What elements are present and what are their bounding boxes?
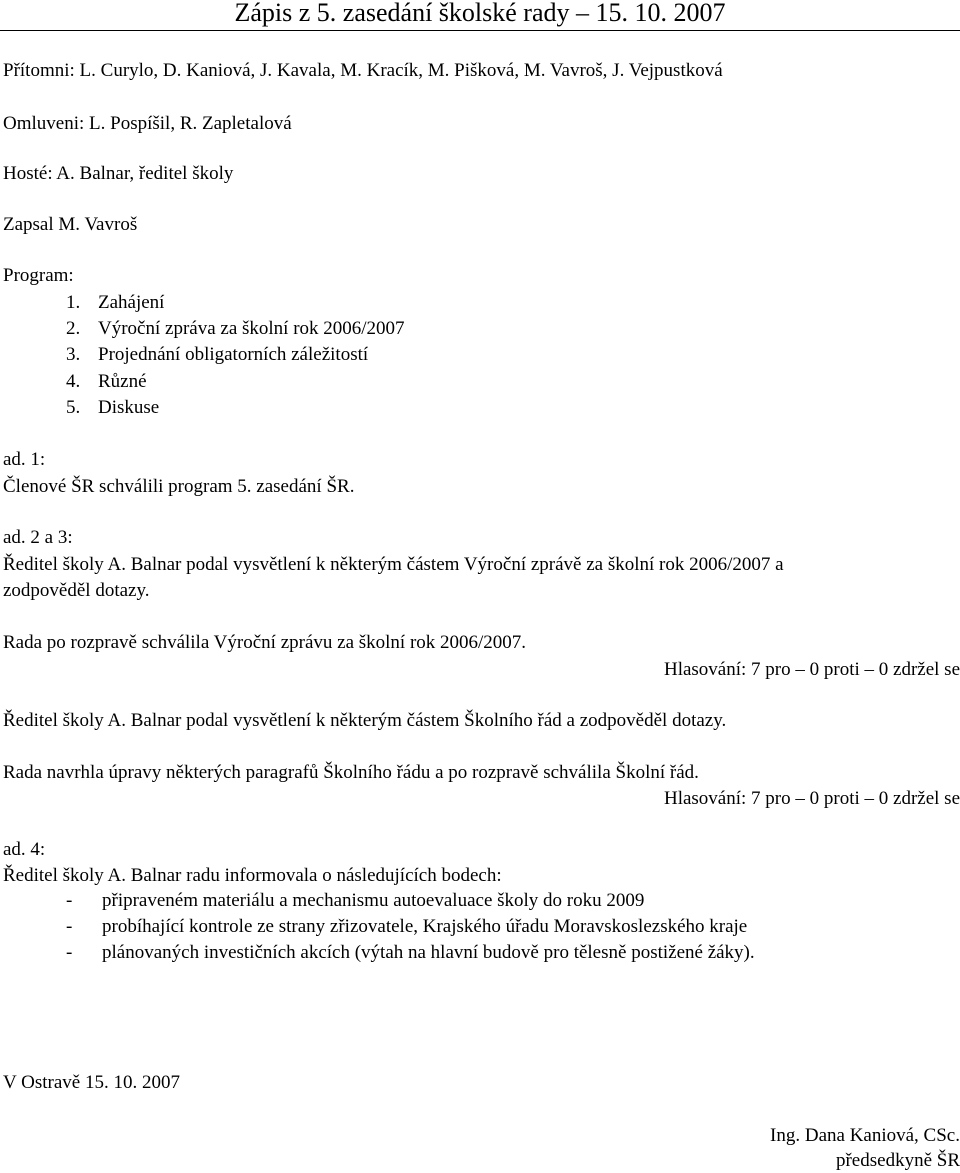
- program-item: [66, 343, 368, 367]
- program-item-text: Diskuse: [98, 397, 160, 418]
- title-divider: [0, 30, 960, 31]
- program-item: [66, 291, 164, 315]
- list-item-text: plánovaných investičních akcích (výtah na hlavní budově pro tělesně postižené žáky).: [102, 942, 755, 963]
- ad4-heading: ad. 4:: [3, 839, 46, 860]
- ad23-heading: ad. 2 a 3:: [3, 527, 73, 548]
- ad1-text: Členové ŠR schválili program 5. zasedání ŠR.: [3, 476, 355, 497]
- program-item-number: 3.: [66, 344, 81, 365]
- ad23-paragraph-4: Rada navrhla úpravy některých paragrafů Školního řádu a po rozpravě schválila Školní řád.: [3, 762, 699, 783]
- program-item: [66, 317, 405, 341]
- list-item-text: probíhající kontrole ze strany zřizovatele, Krajského úřadu Moravskoslezského kraje: [102, 916, 748, 937]
- vote-result-2: Hlasování: 7 pro – 0 proti – 0 zdržel se: [663, 788, 960, 809]
- ad23-paragraph-1: Ředitel školy A. Balnar podal vysvětlení k některým částem Výroční zprávě za školní rok 2006/2007 a: [3, 554, 784, 575]
- list-item-text: připraveném materiálu a mechanismu autoevaluace školy do roku 2009: [102, 890, 645, 911]
- list-item: [66, 889, 644, 913]
- program-item-number: 1.: [66, 292, 81, 313]
- program-item: [66, 396, 159, 420]
- document-title: Zápis z 5. zasedání školské rady – 15. 10. 2007: [234, 0, 726, 27]
- signer-name: Ing. Dana Kaniová, CSc.: [770, 1125, 960, 1146]
- attendance-present: Přítomni: L. Curylo, D. Kaniová, J. Kavala, M. Kracík, M. Pišková, M. Vavroš, J. Vejpustková: [3, 60, 723, 81]
- program-item-text: Výroční zpráva za školní rok 2006/2007: [98, 318, 405, 339]
- program-item-text: Projednání obligatorních záležitostí: [98, 344, 369, 365]
- list-item: [66, 941, 755, 965]
- signer-role: předsedkyně ŠR: [835, 1150, 960, 1171]
- program-item-number: 2.: [66, 318, 81, 339]
- vote-result-1: Hlasování: 7 pro – 0 proti – 0 zdržel se: [663, 659, 960, 680]
- bullet-dash: -: [66, 890, 73, 911]
- recorder: Zapsal M. Vavroš: [3, 214, 138, 235]
- program-item-text: Zahájení: [98, 292, 165, 313]
- list-item: [66, 915, 747, 939]
- bullet-dash: -: [66, 942, 73, 963]
- ad1-heading: ad. 1:: [3, 449, 46, 470]
- ad23-paragraph-2: Rada po rozpravě schválila Výroční zprávu za školní rok 2006/2007.: [3, 632, 527, 653]
- program-heading: Program:: [3, 265, 74, 286]
- bullet-dash: -: [66, 916, 73, 937]
- program-item: [66, 370, 147, 394]
- place-date: V Ostravě 15. 10. 2007: [3, 1072, 180, 1093]
- program-item-text: Různé: [98, 371, 147, 392]
- program-item-number: 4.: [66, 371, 81, 392]
- ad23-paragraph-1-cont: zodpověděl dotazy.: [3, 580, 150, 601]
- attendance-guests: Hosté: A. Balnar, ředitel školy: [3, 163, 234, 184]
- ad23-paragraph-3: Ředitel školy A. Balnar podal vysvětlení k některým částem Školního řád a zodpověděl dotazy.: [3, 710, 727, 731]
- program-item-number: 5.: [66, 397, 81, 418]
- attendance-excused: Omluveni: L. Pospíšil, R. Zapletalová: [3, 113, 292, 134]
- ad4-intro: Ředitel školy A. Balnar radu informovala o následujících bodech:: [3, 865, 502, 886]
